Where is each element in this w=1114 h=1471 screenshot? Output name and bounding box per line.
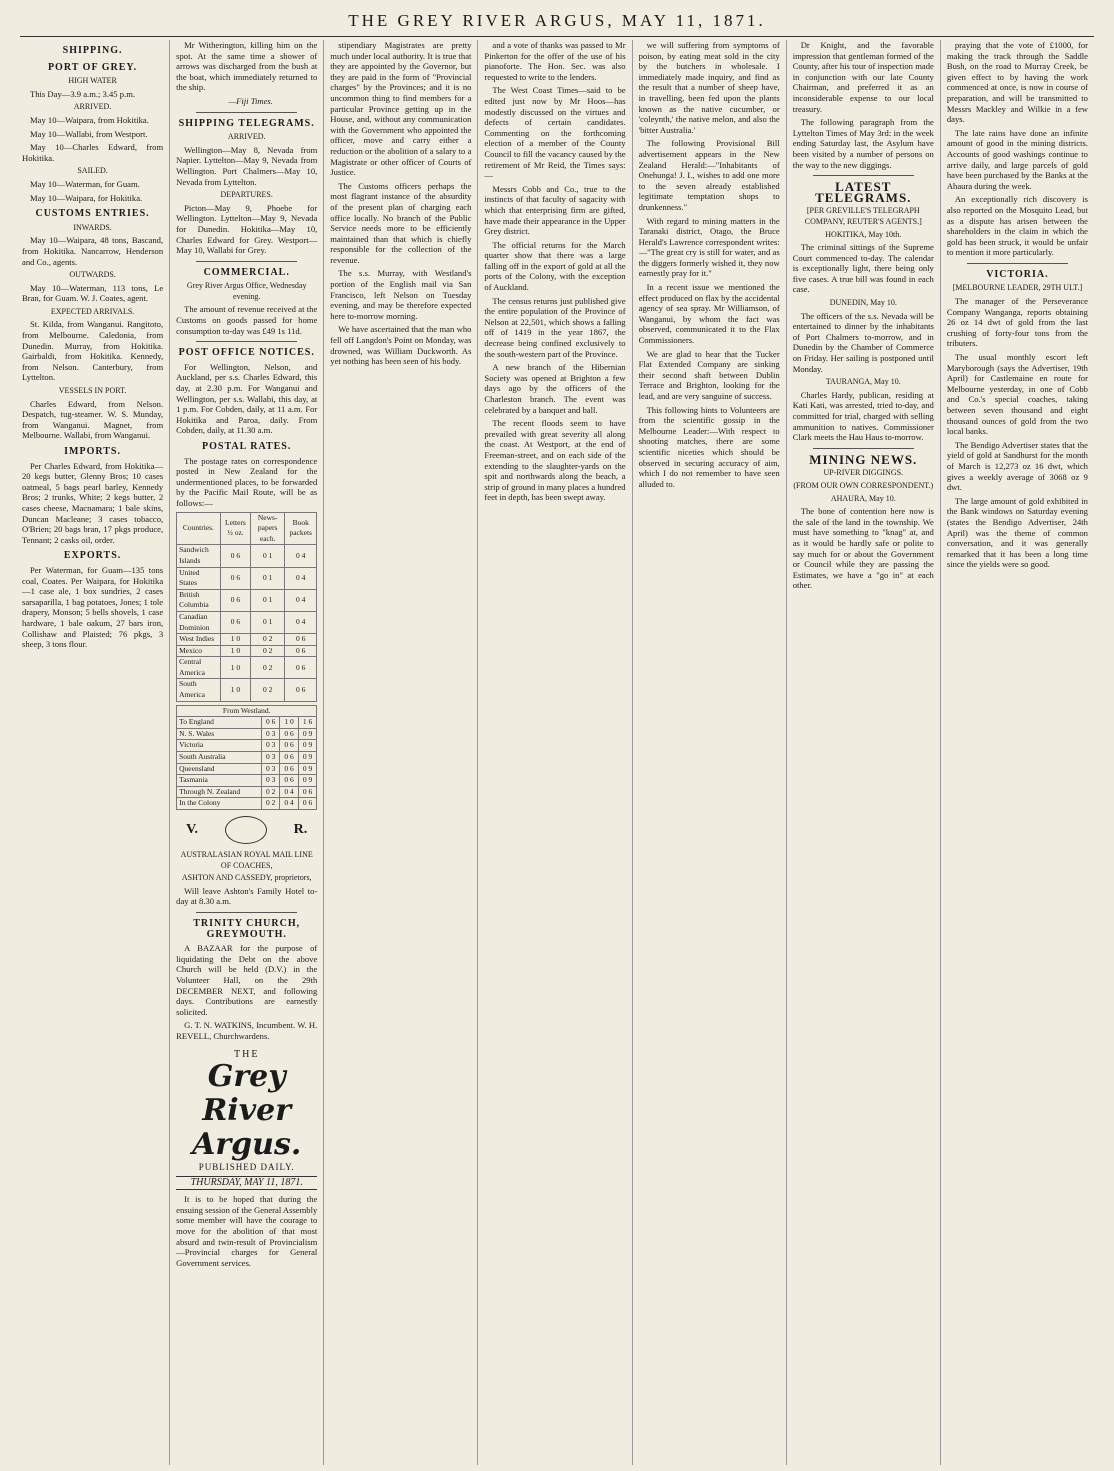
table-cell: 0 6	[298, 798, 316, 810]
divider	[196, 261, 297, 262]
article-paragraph: We have ascertained that the man who fell off Langdon's Point on Monday, was drowned, was William Duckworth. As yet nothing has been seen of his body.	[330, 324, 472, 367]
column-4	[484, 40, 632, 1465]
article-paragraph: Dr Knight, and the favorable impression that gentleman formed of the County, after his tour of inspection made in conjunction with our late County Chairman, and preferred it as an inconsiderable expense to our local treasury.	[792, 40, 934, 114]
table-row	[177, 634, 317, 646]
table-header: Countries.	[177, 512, 221, 545]
article-paragraph: The following paragraph from the Lyttelton Times of May 3rd: in the week ending Saturday last, the Asylum have been visited by a number of persons on the way to the new diggings.	[792, 117, 934, 170]
commercial-heading: COMMERCIAL.	[203, 266, 290, 278]
table-row	[177, 728, 317, 740]
page-header	[20, 6, 1094, 37]
table-cell: 0 9	[298, 740, 316, 752]
coach-text: Will leave Ashton's Family Hotel to-day at 8.30 a.m.	[176, 885, 318, 907]
paper-masthead	[176, 1050, 317, 1191]
masthead-date: THURSDAY, MAY 11, 1871.	[176, 1176, 317, 1191]
table-cell: Sandwich Islands	[177, 545, 221, 567]
departures-heading: DEPARTURES.	[220, 190, 273, 200]
table-header: From Westland.	[177, 705, 317, 717]
table-cell: Through N. Zealand	[177, 786, 262, 798]
table-cell: 0 4	[285, 567, 317, 589]
article-paragraph: The Customs officers perhaps the most flagrant instance of the absurdity of the present plan of charging each office locally. No branch of the Public Service needs more to be efficiently maintained than that which is chiefly responsible for the collection of the revenue.	[330, 180, 472, 265]
table-cell: 0 4	[280, 798, 298, 810]
table-cell: 0 9	[298, 775, 316, 787]
church-text: A BAZAAR for the purpose of liquidating the Debt on the above Church will be held (D.V.) in the Volunteer Hall, on the 29th DECEMBER NEXT, and following days. Contributions are earnestly solicited.	[176, 943, 318, 1017]
article-paragraph: The manager of the Perseverance Company Wanganga, reports obtaining 26 oz 14 dwt of gold from the last crushing of forty-four tons from the tributers.	[946, 296, 1088, 349]
table-cell: 0 6	[280, 740, 298, 752]
telegram-arrivals: Wellington—May 8, Nevada from Napier. Lyttelton—May 9, Nevada from Wellington. Port Chalmers—May 10, Nevada from Lyttelton.	[176, 144, 318, 187]
table-cell: N. S. Wales	[177, 728, 262, 740]
table-cell: To England	[177, 717, 262, 729]
exports-heading: EXPORTS.	[63, 550, 122, 562]
r-letter: R.	[293, 821, 308, 837]
sailed-heading: SAILED.	[77, 166, 108, 176]
table-row	[177, 763, 317, 775]
column-6	[793, 40, 941, 1465]
church-signatories: G. T. N. WATKINS, Incumbent. W. H. REVELL, Churchwardens.	[176, 1020, 318, 1041]
table-cell: 0 6	[285, 657, 317, 679]
commercial-text: The amount of revenue received at the Customs on goods passed for home consumption to-day was £49 1s 11d.	[176, 304, 318, 336]
article-paragraph: The official returns for the March quarter show that there was a large falling off in the export of gold at all the ports of the Colony, with the exception of Auckland.	[484, 239, 626, 293]
table-cell: 1 0	[220, 657, 250, 679]
article-paragraph: The s.s. Murray, with Westland's portion of the English mail via San Francisco, left Nelson on Tuesday evening, and may be therefore expected here to-morrow morning.	[330, 268, 472, 321]
column-2	[176, 40, 324, 1465]
columns	[22, 40, 1094, 1465]
table-cell: 1 6	[298, 717, 316, 729]
table-cell: 0 1	[251, 567, 285, 589]
inwards-text: May 10—Waipara, 48 tons, Bascand, from Hokitika. Nancarrow, Henderson and Co., agents.	[22, 235, 164, 267]
westland-rates-table	[176, 705, 317, 810]
table-cell: 0 2	[261, 786, 279, 798]
table-cell: 0 1	[251, 545, 285, 567]
outwards-heading: OUTWARDS.	[69, 270, 116, 280]
table-cell: 0 1	[251, 589, 285, 611]
table-cell: 0 2	[251, 645, 285, 657]
table-header-row	[177, 512, 317, 545]
table-cell: 1 0	[220, 634, 250, 646]
divider	[196, 341, 297, 342]
article-paragraph: The following Provisional Bill advertisement appears in the New Zealand Herald:—"Inhabitants of Onehunga! J. I., wishes to add one more to the seven already established legitimate temptation shops to drunkenness."	[638, 138, 780, 212]
table-cell: 0 6	[280, 775, 298, 787]
coach-line-title: AUSTRALASIAN ROYAL MAIL LINE OF COACHES,	[180, 850, 313, 870]
masthead-the: THE	[233, 1048, 260, 1060]
table-row	[177, 740, 317, 752]
expected-heading: EXPECTED ARRIVALS.	[50, 306, 135, 316]
victoria-sub: [MELBOURNE LEADER, 29TH ULT.]	[952, 283, 1083, 293]
article-paragraph: This following hints to Volunteers are from the scientific gossip in the Melbourne Leader:—With respect to shooting matches, there are some scientific niceties which should be observed in securing accuracy of aim, which I do not remember to have seen alluded to.	[638, 404, 780, 489]
upriver-sub: (FROM OUR OWN CORRESPONDENT.)	[793, 480, 934, 490]
fiji-source: —Fiji Times.	[228, 95, 273, 106]
table-cell: 0 6	[220, 567, 250, 589]
table-cell: Queensland	[177, 763, 262, 775]
table-cell: 0 3	[261, 775, 279, 787]
telegram-dunedin: The officers of the s.s. Nevada will be entertained to dinner by the inhabitants of Port Chalmers to-morrow, and in Dunedin by the Chamber of Commerce on Friday. Her sailing is postponed until Monday.	[792, 310, 934, 374]
inwards-heading: INWARDS.	[73, 222, 112, 232]
article-paragraph: praying that the vote of £1000, for making the track through the Saddle Bush, on the road to Murray Creek, be given effect to by having the work commenced at once, is now in course of preparation, and will be transmitted to Messrs Mackley and Wilkie in a few days.	[946, 40, 1088, 125]
commercial-subheading: Grey River Argus Office, Wednesday evening.	[186, 281, 307, 301]
table-cell: 0 6	[220, 545, 250, 567]
table-cell: 0 4	[280, 786, 298, 798]
dateline-ahaura: AHAURA, May 10.	[830, 493, 896, 503]
latest-telegrams-sub: [PER GREVILLE'S TELEGRAPH COMPANY, REUTER'S AGENTS.]	[804, 206, 922, 226]
table-row	[177, 679, 317, 701]
table-cell: 0 2	[251, 634, 285, 646]
table-cell: Tasmania	[177, 775, 262, 787]
latest-telegrams-heading: LATEST TELEGRAMS.	[815, 179, 912, 205]
high-water-heading: HIGH WATER	[68, 76, 117, 86]
table-cell: 0 6	[298, 786, 316, 798]
arrived-3: May 10—Charles Edward, from Hokitika.	[22, 142, 164, 163]
article-paragraph: An exceptionally rich discovery is also reported on the Mosquito Lead, but as a dispute has arisen between the shareholders in the claim in which the gold has been struck, it would be unfair to mention it more particularly.	[946, 194, 1088, 258]
dateline-tauranga: TAURANGA, May 10.	[825, 377, 901, 387]
table-cell: 0 2	[251, 657, 285, 679]
victoria-heading: VICTORIA.	[986, 268, 1049, 280]
church-heading: TRINITY CHURCH, GREYMOUTH.	[193, 917, 301, 940]
postal-rates-table	[176, 512, 317, 702]
table-cell: 1 0	[280, 717, 298, 729]
table-cell: 0 6	[280, 763, 298, 775]
table-row	[177, 786, 317, 798]
article-paragraph: we will suffering from symptoms of poison, by eating meat sold in the city by the butchers in wholesale. I immediately made inquiry, and find as the result that a number of sheep have, in travelling, been fed upon the plants known as the native cucumber, or 'coleynth,' the native melon, and also the 'bitter Australia.'	[638, 40, 780, 135]
v-letter: V.	[186, 821, 198, 837]
high-water-times: This Day—3.9 a.m.; 3.45 p.m.	[30, 88, 136, 99]
column-7	[947, 40, 1094, 1465]
ahaura-text: The bone of contention here now is the sale of the land in the township. We must have something to "knag" at, and as it would be hardly safe or polite to say much for or about the Government or Council while they are passing the Estimates, we have a "go in" at each other.	[792, 506, 934, 591]
table-cell: 0 6	[220, 611, 250, 633]
masthead-published: PUBLISHED DAILY.	[198, 1162, 295, 1173]
table-cell: South America	[177, 679, 221, 701]
table-cell: 0 9	[298, 728, 316, 740]
table-cell: 0 3	[261, 763, 279, 775]
imports-text: Per Charles Edward, from Hokitika—20 kegs butter, Glenny Bros; 10 cases oatmeal, 5 bags pearl barley, Kennedy Bros; 2 trunks, White; 2 kegs butter, 2 cases cheese, Macnamara; 1 bale skins, Duncan Macleane; 3 cases tobacco, O'Brien; 20 bags bran, 17 pkgs produce, Tennant; 2 casks oil, order.	[22, 460, 164, 545]
article-paragraph: Messrs Cobb and Co., true to the instincts of that faculty of sagacity with which that enterprising firm are gifted, have made their appearance in the Upper Grey district.	[484, 183, 626, 237]
table-cell: 0 6	[285, 634, 317, 646]
dateline-dunedin: DUNEDIN, May 10.	[829, 298, 897, 308]
table-row	[177, 589, 317, 611]
table-header-row	[177, 705, 317, 717]
table-cell: 0 6	[261, 717, 279, 729]
royal-arms	[186, 816, 307, 844]
witherington-text: Mr Witherington, killing him on the spot. At the same time a shower of arrows was discharged from the bush at the boat, which immediately returned to the ship.	[176, 40, 318, 93]
table-cell: 0 6	[285, 679, 317, 701]
table-cell: 0 6	[220, 589, 250, 611]
dateline-hokitika: HOKITIKA, May 10th.	[825, 229, 902, 239]
crest-icon	[225, 816, 267, 844]
port-heading: PORT OF GREY.	[47, 61, 138, 73]
table-cell: 0 1	[251, 611, 285, 633]
column-1	[22, 40, 170, 1465]
column-3	[330, 40, 478, 1465]
divider	[196, 112, 297, 113]
telegram-tauranga: Charles Hardy, publican, residing at Kati Kati, was arrested, tried to-day, and committed for trial, charged with selling ammunition to natives. Commissioner Clark meets the Hau Haus to-morrow.	[792, 389, 934, 443]
table-row	[177, 717, 317, 729]
table-row	[177, 567, 317, 589]
table-row	[177, 657, 317, 679]
sailed-1: May 10—Waterman, for Guam.	[30, 178, 140, 189]
article-paragraph: The large amount of gold exhibited in the Bank windows on Saturday evening (states the Bendigo Advertiser, 24th April) was the theme of common conversation, and it was generally remarked that it has been a long time since the yields were so good.	[946, 495, 1088, 570]
telegram-departures: Picton—May 9, Phoebe for Wellington. Lyttelton—May 9, Nevada for Dunedin. Hokitika—May 10, Charles Edward for Grey. Westport—May 10, Wallabi for Grey.	[176, 202, 318, 256]
table-cell: 1 0	[220, 645, 250, 657]
article-paragraph: With regard to mining matters in the Taranaki district, Otago, the Bruce Herald's Lawrence correspondent writes:—"The great cry is still for water, and as the diggers formerly wished it, they now earnestly pray for it."	[638, 215, 780, 279]
upriver-heading: UP-RIVER DIGGINGS.	[823, 468, 904, 478]
page-title: THE GREY RIVER ARGUS, MAY 11, 1871.	[348, 11, 766, 30]
article-paragraph: We are glad to hear that the Tucker Flat Extended Company are sinking their second shaft between Dublin Terrace and Brighton, looking for the lead, and are very sanguine of success.	[638, 348, 780, 401]
article-paragraph: The census returns just published give the entire population of the Province of Nelson at 22,501, which shows a falling off of 1419 in the year 1867, the decrease being confined exclusively to the south-western part of the Province.	[484, 295, 626, 359]
post-office-heading: POST OFFICE NOTICES.	[178, 347, 315, 359]
outwards-text: May 10—Waterman, 113 tons, Le Bran, for Guam. W. J. Coates, agent.	[22, 282, 164, 304]
table-cell: South Australia	[177, 752, 262, 764]
table-row	[177, 798, 317, 810]
postal-rates-note: The postage rates on correspondence posted in New Zealand for the undermentioned places, to be forwarded by the Pacific Mail Route, will be as follows:—	[176, 455, 318, 508]
article-paragraph: The West Coast Times—said to be edited just now by Mr Hoos—has modestly discussed on the virtues and defects of certain candidates. Commenting on the forthcoming election of a member of the County Council to fill the vacancy caused by the retirement of Mr Reid, the Times says:—	[484, 85, 626, 181]
customs-heading: CUSTOMS ENTRIES.	[35, 208, 150, 220]
table-cell: 0 3	[261, 728, 279, 740]
table-cell: 0 3	[261, 740, 279, 752]
article-paragraph: and a vote of thanks was passed to Mr Pinkerton for the offer of the use of his pianoforte. The Hon. Sec. was also requested to write to the lenders.	[484, 40, 626, 82]
article-paragraph: The usual monthly escort left Maryborough (says the Advertiser, 19th April) for Castlemaine en route for Melbourne yesterday, in one of Cobb and Co.'s special coaches, taking between seven thousand and eight thousand ounces of gold from the two local banks.	[946, 352, 1088, 437]
masthead-name: Grey River Argus.	[192, 1059, 302, 1163]
divider	[813, 448, 914, 449]
article-paragraph: In a recent issue we mentioned the effect produced on flax by the accidental agency of sea spray. Mr Williamson, of Wanganui, by whom the fact was observed, communicated it to the Flax Commissioners.	[638, 282, 780, 346]
table-cell: 0 3	[261, 752, 279, 764]
expected-text: St. Kilda, from Wanganui. Rangitoto, from Melbourne. Caledonia, from Dunedin. Murray, from Hokitika. Gairbaldi, from Hokitika. Kennedy, from Nelson. Canterbury, from Lyttelton.	[22, 319, 164, 383]
table-header: Letters ½ oz.	[220, 512, 250, 545]
table-row	[177, 611, 317, 633]
table-cell: In the Colony	[177, 798, 262, 810]
shipping-heading: SHIPPING.	[62, 45, 123, 56]
coach-proprietors: ASHTON AND CASSEDY, proprietors,	[181, 873, 312, 883]
table-cell: West Indies	[177, 634, 221, 646]
table-cell: 0 4	[285, 589, 317, 611]
table-cell: Victoria	[177, 740, 262, 752]
arrived-2: May 10—Wallabi, from Westport.	[30, 128, 148, 139]
arrived-heading: ARRIVED.	[73, 102, 112, 112]
postal-rates-heading: POSTAL RATES.	[202, 441, 292, 452]
table-cell: 0 4	[285, 611, 317, 633]
divider	[967, 263, 1068, 264]
table-cell: 0 2	[261, 798, 279, 810]
article-paragraph: The late rains have done an infinite amount of good in the mining districts. Accounts of good washings continue to arrive daily, and large parcels of gold have been purchased by the Banks at the Ahaura during the week.	[946, 127, 1088, 191]
vessels-heading: VESSELS IN PORT.	[58, 386, 127, 396]
table-cell: 0 6	[280, 728, 298, 740]
arrived-heading: ARRIVED.	[227, 132, 266, 142]
table-header: Book packets	[285, 512, 317, 545]
divider	[196, 912, 297, 913]
sailed-2: May 10—Waipara, for Hokitika.	[30, 192, 143, 203]
table-cell: 0 6	[285, 645, 317, 657]
shipping-telegrams-heading: SHIPPING TELEGRAMS.	[178, 117, 315, 129]
telegram-hokitika: The criminal sittings of the Supreme Court commenced to-day. The calendar is exceptionally light, there being only five cases. A true bill was found in each case.	[792, 242, 934, 295]
table-row	[177, 545, 317, 567]
table-cell: 0 9	[298, 763, 316, 775]
table-cell: United States	[177, 567, 221, 589]
leader-text: It is to be hoped that during the ensuing session of the General Assembly some member will have the courage to move for the abolition of that most absurd and twin-result of Provincialism—Provincial charges for General Government services.	[176, 1194, 318, 1268]
table-cell: 0 4	[285, 545, 317, 567]
table-cell: 0 6	[280, 752, 298, 764]
table-cell: 1 0	[220, 679, 250, 701]
post-office-text: For Wellington, Nelson, and Auckland, per s.s. Charles Edward, this day, at 2.30 p.m. For Wanganui and Wellington, per s.s. Wallabi, this day, at 1 p.m. For Cobden, daily, at 11 a.m. For Hokitika and Paroa, daily. From Cobden, daily, at 11.30 a.m.	[176, 361, 318, 436]
table-row	[177, 752, 317, 764]
table-cell: Central America	[177, 657, 221, 679]
imports-heading: IMPORTS.	[64, 446, 121, 457]
article-paragraph: The Bendigo Advertiser states that the yield of gold at Sandhurst for the month of March is 12,273 oz 16 dwt, which gives a weekly average of 3068 oz 9 dwt.	[946, 439, 1088, 493]
article-paragraph: stipendiary Magistrates are pretty much under local authority. It is true that they are appointed by the Governor, but they are paid in the form of "Provincial charges" by the Provinces; and it is no uncommon thing to find members for a particular Province getting up in the House, and, without any communication with the Government who appointed the officer, move and carry either a reduction or the abolition of a salary to a Magistrate or other officer of Courts of Justice.	[330, 40, 472, 178]
table-row	[177, 775, 317, 787]
article-paragraph: A new branch of the Hibernian Society was opened at Brighton a few days ago by the officers of the Charleston branch. The event was celebrated by a banquet and ball.	[484, 362, 626, 415]
table-cell: Canadian Dominion	[177, 611, 221, 633]
mining-news-heading: MINING NEWS.	[809, 451, 918, 467]
exports-text: Per Waterman, for Guam—135 tons coal, Coates. Per Waipara, for Hokitika—1 case ale, 1 box sundries, 2 cases sarsaparilla, 1 bag potatoes, Jones; 1 tole drapery, Monson; 5 bells shovels, 1 case hardware, 1 bale oakum, 27 bars iron, Collishaw and Plaisted; 76 pkgs, 3 sheep, 3 tons flour.	[22, 564, 164, 650]
article-paragraph: The recent floods seem to have prevailed with great severity all along the coast. At Westport, at the end of Freeman-street, and on each side of the extending to the slaughter-yards on the spit and northwards along the beach, a strip of ground in many places a hundred feet in depth, has been swept away.	[484, 418, 626, 503]
table-row	[177, 645, 317, 657]
table-cell: Mexico	[177, 645, 221, 657]
divider	[813, 175, 914, 176]
column-5	[639, 40, 787, 1465]
table-header: News-papers each.	[251, 512, 285, 545]
table-cell: British Columbia	[177, 589, 221, 611]
vessels-text: Charles Edward, from Nelson. Despatch, tug-steamer. W. S. Munday, from Wanganui. Magnet, from Melbourne. Wallabi, from Wanganui.	[22, 398, 164, 441]
table-cell: 0 9	[298, 752, 316, 764]
table-cell: 0 2	[251, 679, 285, 701]
arrived-1: May 10—Waipara, from Hokitika.	[30, 114, 149, 125]
